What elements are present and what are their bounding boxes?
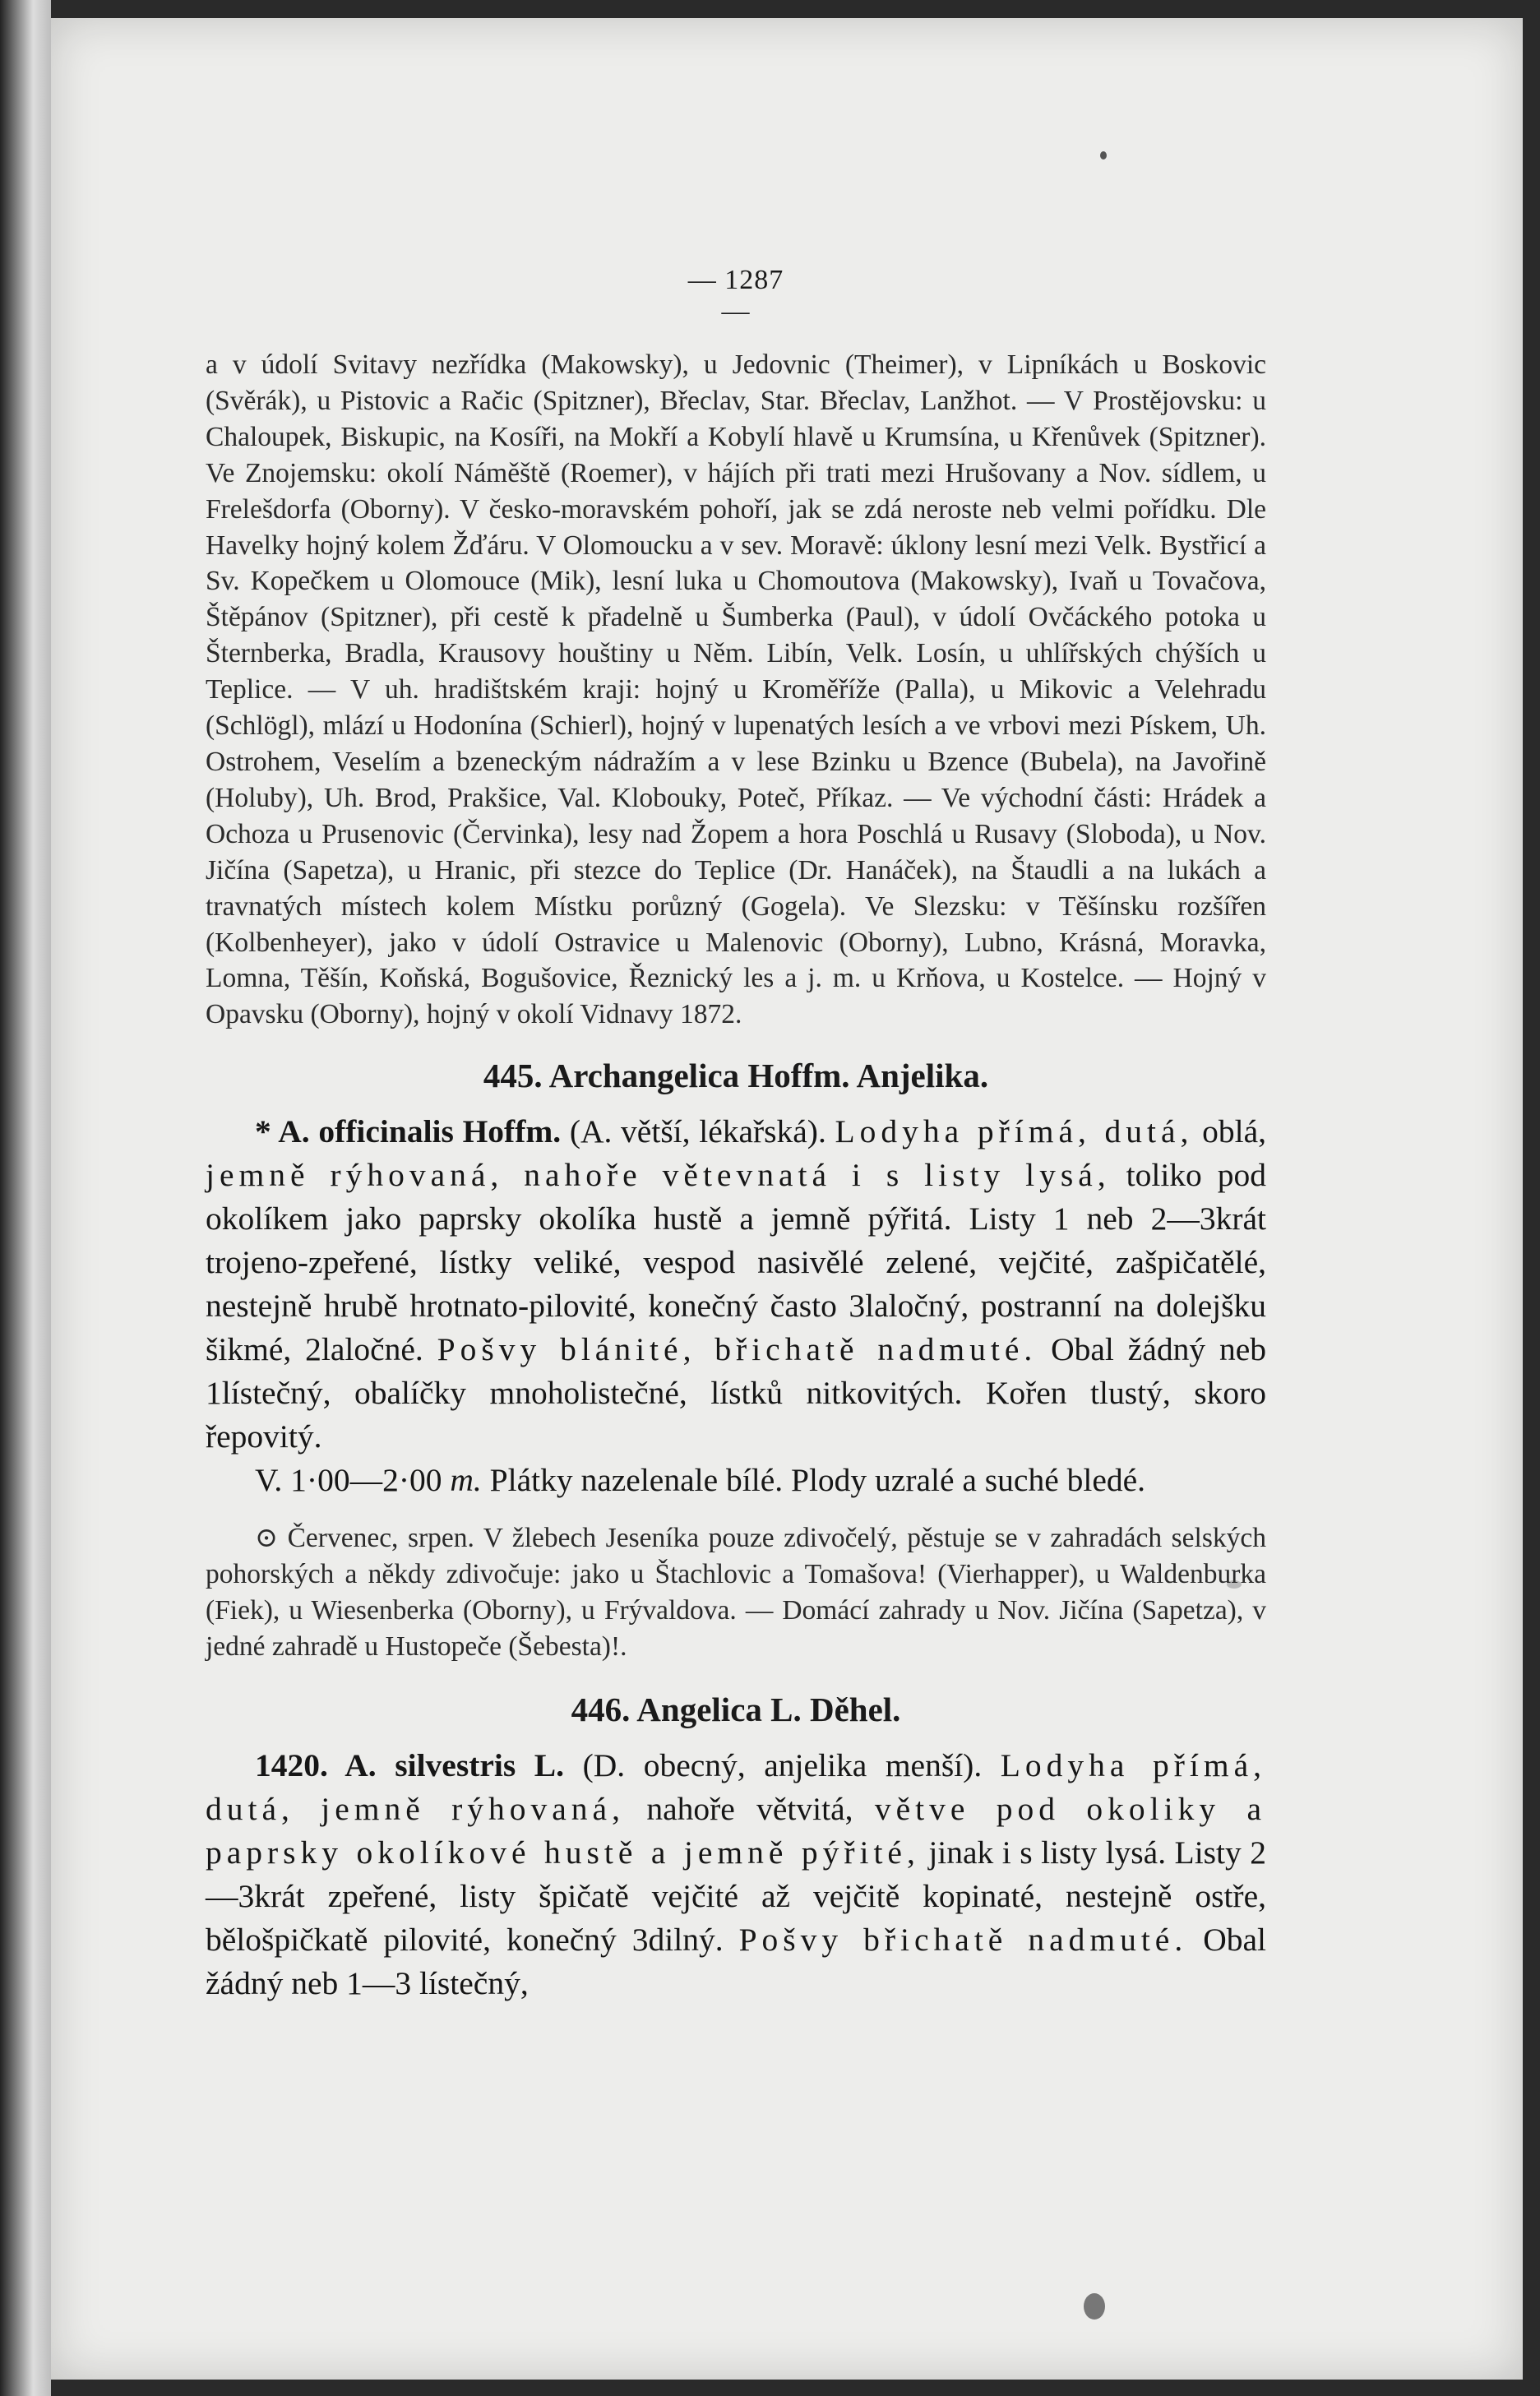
spaced-key-trait: Pošvy břichatě nadmuté.	[738, 1921, 1188, 1958]
spaced-key-trait: jemně rýhovaná, nahoře větevnatá i s listy lysá,	[206, 1157, 1111, 1194]
distribution-paragraph-444: a v údolí Svitavy nezřídka (Makowsky), u Jedovnic (Theimer), v Lipníkách u Boskovic (Svěrák), u Pistovic a Račic (Spitzner), Břeclav, Star. Břeclav, Lanžhot. — V Prostějovsku: u Chaloupek, Biskupic, na Kosíři, na Mokří a Kobylí hlavě u Krumsína, u Křenůvek (Spitzner). Ve Znojemsku: okolí Náměště (Roemer), v hájích při trati mezi Hrušovany a Nov. sídlem, u Frelešdorfa (Oborny). V česko-moravském pohoří, jak se zdá neroste neb velmi pořídku. Dle Havelky hojný kolem Žďáru. V Olomoucku a v sev. Moravě: úklony lesní mezi Velk. Bystřicí a Sv. Kopečkem u Olomouce (Mik), lesní luka u Chomoutova (Makowsky), Ivaň u Tovačova, Štěpánov (Spitzner), při cestě k přadelně u Šumberka (Paul), v údolí Ovčáckého potoka u Šternberka, Bradla, Krausovy houštiny u Něm. Libín, Velk. Losín, u uhlířských chýších u Teplice. — V uh. hradištském kraji: hojný u Kroměříže (Palla), u Mikovic a Velehradu (Schlögl), mlází u Hodonína (Schierl), hojný v lupenatých lesích a ve vrbovi mezi Pískem, Uh. Ostrohem, Veselím a bzeneckým nádražím a v lese Bzinku u Bzence (Bubela), na Javořině (Holuby), Uh. Brod, Prakšice, Val. Klobouky, Poteč, Příkaz. — Ve východní části: Hrádek a Ochoza u Prusenovic (Červinka), lesy nad Žopem a hora Poschlá u Rusavy (Sloboda), u Nov. Jičína (Sapetza), u Hranic, při stezce do Teplice (Dr. Hanáček), na Štaudli a na lukách a travnatých místech kolem Místku porůzný (Gogela). Ve Slezsku: v Těšínsku rozšířen (Kolbenheyer), jako v údolí Ostravice u Malenovic (Oborny), Lubno, Krásná, Moravka, Lomna, Těšín, Koňská, Bogušovice, Řeznický les a j. m. u Krňova, u Kostelce. — Hojný v Opavsku (Oborny), hojný v okolí Vidnavy 1872.	[206, 349, 1266, 1030]
measure-text: Plátky nazelenale bílé. Plody uzralé a suché bledé.	[481, 1462, 1146, 1499]
species-description-archangelica	[206, 1110, 1266, 1459]
page-number: — 1287 —	[687, 265, 784, 326]
distribution-paragraph-445: ⊙ Červenec, srpen. V žlebech Jeseníka pouze zdivočelý, pěstuje se v zahradách selských pohorských a někdy zdivočuje: jako u Štachlovic a Tomašova! (Vierhapper), u Waldenburka (Fiek), u Wiesenberka (Oborny), u Frývaldova. — Domácí zahrady u Nov. Jičína (Sapetza), v jedné zahradě u Hustopeče (Šebesta)!.	[206, 1523, 1266, 1662]
page-body	[206, 347, 1266, 2005]
ink-speck	[1100, 151, 1107, 160]
measure-text: V. 1·00—2·00	[255, 1462, 451, 1499]
description-text: jinak i s listy lysá. Listy 2—3krát zpeřené, listy špičatě vejčité až vejčitě kopinaté, nestejně ostře, bělošpičkatě pilovité, konečný 3dilný.	[206, 1834, 1266, 1958]
species-czech-name: (D. obecný, anjelika menší).	[582, 1746, 983, 1783]
species-name: 1420. A. silvestris L.	[255, 1746, 565, 1783]
spaced-key-trait: Lodyha přímá, dutá,	[835, 1113, 1194, 1150]
description-text: oblá,	[1193, 1113, 1266, 1150]
description-text: toliko pod okolíkem jako paprsky okolíka hustě a jemně pýřitá. Listy 1 neb 2—3krát trojeno-zpeřené, lístky veliké, vespod nasivělé zelené, vejčité, zašpičatělé, nestejně hrubě hrotnato-pilovité, konečný často 3laločný, postranní na dolejšku šikmé, 2laločné.	[206, 1157, 1266, 1368]
genus-heading-445: 445. Archangelica Hoffm. Anjelika.	[483, 1057, 989, 1095]
species-name: * A. officinalis Hoffm.	[255, 1113, 562, 1150]
description-text: Obal žádný neb 1lístečný, obalíčky mnoholistečné, lístků nitkovitých. Kořen tlustý, skoro řepovitý.	[206, 1331, 1266, 1455]
measure-unit: m.	[450, 1462, 482, 1499]
spaced-key-trait: Pošvy blánité, břichatě nadmuté.	[437, 1331, 1038, 1368]
description-text: Obal žádný neb 1—3 lístečný,	[206, 1921, 1266, 2001]
species-description-angelica	[206, 1744, 1266, 2005]
species-czech-name: (A. větší, lékařská).	[569, 1113, 826, 1150]
ink-speck	[1084, 2293, 1105, 2320]
description-text: nahoře větvitá,	[624, 1790, 875, 1827]
species-measurements	[206, 1459, 1266, 1502]
genus-heading-446: 446. Angelica L. Děhel.	[571, 1690, 901, 1728]
spaced-key-trait: Lodyha přímá, dutá, jemně rýhovaná,	[206, 1746, 1267, 1827]
spaced-key-trait: větve pod okoliky a paprsky okolíkové hustě a jemně pýřité,	[206, 1790, 1266, 1871]
book-spine-edge	[0, 0, 51, 2396]
